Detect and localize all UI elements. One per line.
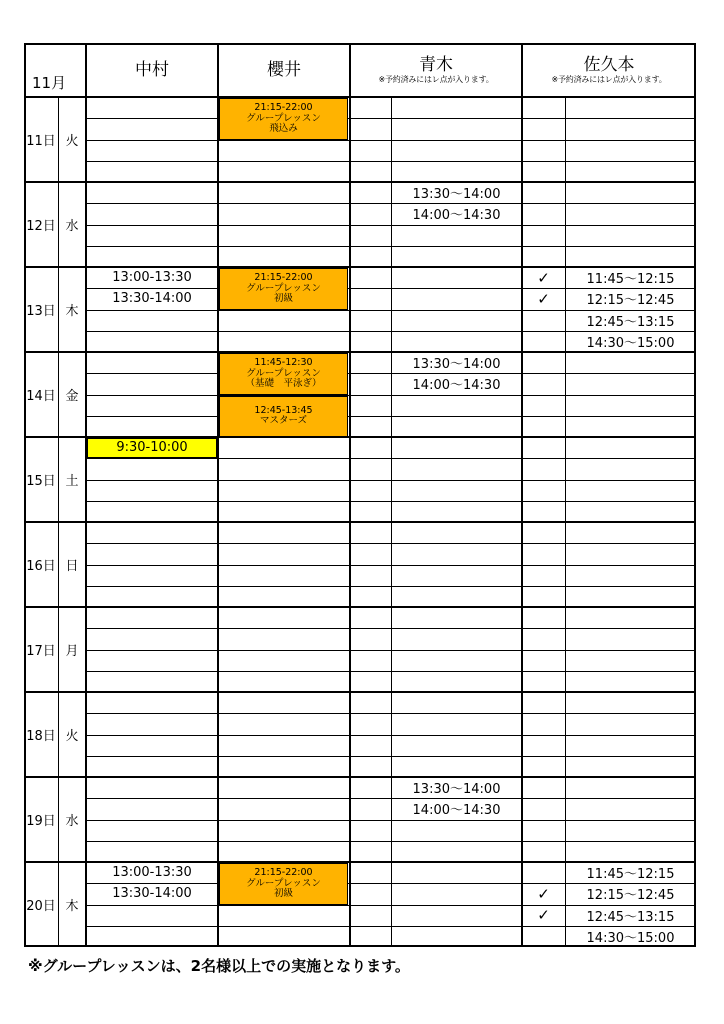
footer-note: ※グループレッスンは、2名様以上での実施となります。 bbox=[28, 957, 410, 975]
day-divider bbox=[24, 521, 696, 523]
group-lesson-box[interactable] bbox=[219, 353, 348, 395]
lesson-slot[interactable]: 13:30～14:00 bbox=[412, 187, 501, 203]
row-line bbox=[86, 841, 696, 842]
day-weekday: 水 bbox=[65, 814, 79, 829]
group-lesson-line: 21:15-22:00 bbox=[254, 867, 313, 878]
table-border-top bbox=[24, 43, 696, 45]
lesson-slot[interactable]: 13:30-14:00 bbox=[112, 291, 192, 307]
day-weekday: 日 bbox=[65, 559, 79, 574]
group-lesson-box[interactable] bbox=[219, 863, 348, 905]
row-line bbox=[86, 650, 696, 651]
group-lesson-line: グループレッスン bbox=[246, 877, 321, 889]
day-date: 15日 bbox=[26, 474, 56, 489]
day-weekday: 火 bbox=[65, 729, 79, 744]
column-header-sakumoto bbox=[522, 43, 696, 97]
group-lesson-line: （基礎 平泳ぎ） bbox=[245, 378, 322, 389]
row-line bbox=[86, 118, 696, 119]
day-date: 16日 bbox=[26, 559, 56, 574]
month-label: 11月 bbox=[32, 73, 67, 92]
column-header-name: 佐久本 bbox=[583, 55, 635, 75]
row-line bbox=[86, 756, 696, 757]
row-line bbox=[86, 458, 696, 459]
header-divider bbox=[349, 43, 351, 97]
day-weekday: 土 bbox=[65, 474, 79, 489]
group-lesson-line: 初級 bbox=[273, 888, 293, 899]
day-weekday: 月 bbox=[65, 644, 79, 659]
schedule-table bbox=[24, 43, 696, 947]
lesson-slot[interactable]: 12:45～13:15 bbox=[586, 314, 675, 330]
column-header-nakamura: 中村 bbox=[135, 60, 169, 80]
day-divider bbox=[24, 606, 696, 608]
group-lesson-line: グループレッスン bbox=[246, 112, 321, 124]
day-divider bbox=[24, 351, 696, 353]
row-line bbox=[86, 480, 696, 481]
day-divider bbox=[24, 776, 696, 778]
header-divider bbox=[85, 43, 87, 97]
lesson-slot[interactable]: 13:30～14:00 bbox=[412, 357, 501, 373]
lesson-slot[interactable]: 14:00～14:30 bbox=[412, 208, 501, 224]
header-bottom-line bbox=[24, 96, 696, 98]
group-lesson-line: 初級 bbox=[273, 293, 293, 304]
lesson-slot[interactable]: 12:15～12:45 bbox=[586, 888, 675, 904]
day-date: 17日 bbox=[26, 644, 56, 659]
group-lesson-line: 21:15-22:00 bbox=[254, 102, 313, 113]
reserved-check-icon: ✓ bbox=[537, 268, 550, 287]
day-weekday: 金 bbox=[65, 389, 79, 404]
row-line bbox=[86, 565, 696, 566]
group-lesson-line: グループレッスン bbox=[246, 282, 321, 294]
lesson-slot[interactable]: 11:45～12:15 bbox=[586, 867, 675, 883]
group-lesson-line: 11:45-12:30 bbox=[254, 357, 313, 368]
day-divider bbox=[24, 181, 696, 183]
day-divider bbox=[24, 691, 696, 693]
row-line bbox=[86, 246, 696, 247]
row-line bbox=[86, 416, 696, 417]
lesson-slot[interactable]: 12:45～13:15 bbox=[586, 909, 675, 925]
day-weekday: 木 bbox=[65, 304, 79, 319]
row-line bbox=[86, 628, 696, 629]
day-weekday: 木 bbox=[65, 899, 79, 914]
lesson-slot[interactable]: 14:00～14:30 bbox=[412, 378, 501, 394]
lesson-slot[interactable]: 12:15～12:45 bbox=[586, 293, 675, 309]
header-divider bbox=[521, 43, 523, 97]
group-lesson-box[interactable] bbox=[219, 268, 348, 310]
row-line bbox=[86, 140, 696, 141]
day-date: 20日 bbox=[26, 899, 56, 914]
day-date: 12日 bbox=[26, 219, 56, 234]
reserved-check-icon: ✓ bbox=[537, 289, 550, 308]
row-line bbox=[86, 735, 696, 736]
day-date: 13日 bbox=[26, 304, 56, 319]
lesson-slot[interactable]: 13:30-14:00 bbox=[112, 886, 192, 902]
reservation-note: ※予約済みにはレ点が入ります。 bbox=[378, 75, 494, 84]
lesson-slot[interactable]: 11:45～12:15 bbox=[586, 272, 675, 288]
lesson-slot-highlighted[interactable]: 9:30-10:00 bbox=[87, 438, 217, 458]
row-line bbox=[86, 161, 696, 162]
lesson-slot[interactable]: 13:00-13:30 bbox=[112, 270, 192, 286]
header-divider bbox=[217, 43, 219, 97]
reservation-note: ※予約済みにはレ点が入ります。 bbox=[551, 75, 667, 84]
group-lesson-line: マスターズ bbox=[259, 415, 308, 427]
group-lesson-line: 21:15-22:00 bbox=[254, 272, 313, 283]
reserved-check-icon: ✓ bbox=[537, 906, 550, 925]
group-lesson-line: 12:45-13:45 bbox=[254, 404, 313, 416]
column-header-sakurai: 櫻井 bbox=[267, 60, 301, 80]
lesson-slot[interactable]: 13:30～14:00 bbox=[412, 782, 501, 798]
reserved-check-icon: ✓ bbox=[537, 884, 550, 903]
day-date: 14日 bbox=[26, 389, 56, 404]
row-line bbox=[86, 225, 696, 226]
row-line bbox=[86, 671, 696, 672]
day-date: 19日 bbox=[26, 814, 56, 829]
lesson-slot[interactable]: 13:00-13:30 bbox=[112, 865, 192, 881]
row-line bbox=[86, 586, 696, 587]
day-weekday: 水 bbox=[65, 219, 79, 234]
day-weekday: 火 bbox=[65, 134, 79, 149]
group-lesson-box[interactable] bbox=[219, 98, 348, 140]
row-line bbox=[86, 820, 696, 821]
column-header-name: 青木 bbox=[419, 55, 453, 75]
group-lesson-line: 飛込み bbox=[269, 123, 298, 134]
column-header-aoki bbox=[350, 43, 522, 97]
row-line bbox=[86, 713, 696, 714]
lesson-slot[interactable]: 14:00～14:30 bbox=[412, 803, 501, 819]
table-border-right bbox=[694, 43, 696, 947]
day-date: 18日 bbox=[26, 729, 56, 744]
group-lesson-line: グループレッスン bbox=[246, 367, 321, 379]
row-line bbox=[86, 543, 696, 544]
group-lesson-box[interactable] bbox=[219, 396, 348, 438]
lesson-slot[interactable]: 14:30～15:00 bbox=[586, 335, 675, 351]
row-line bbox=[86, 395, 696, 396]
day-date: 11日 bbox=[26, 134, 56, 149]
lesson-slot[interactable]: 14:30～15:00 bbox=[586, 930, 675, 946]
row-line bbox=[86, 501, 696, 502]
